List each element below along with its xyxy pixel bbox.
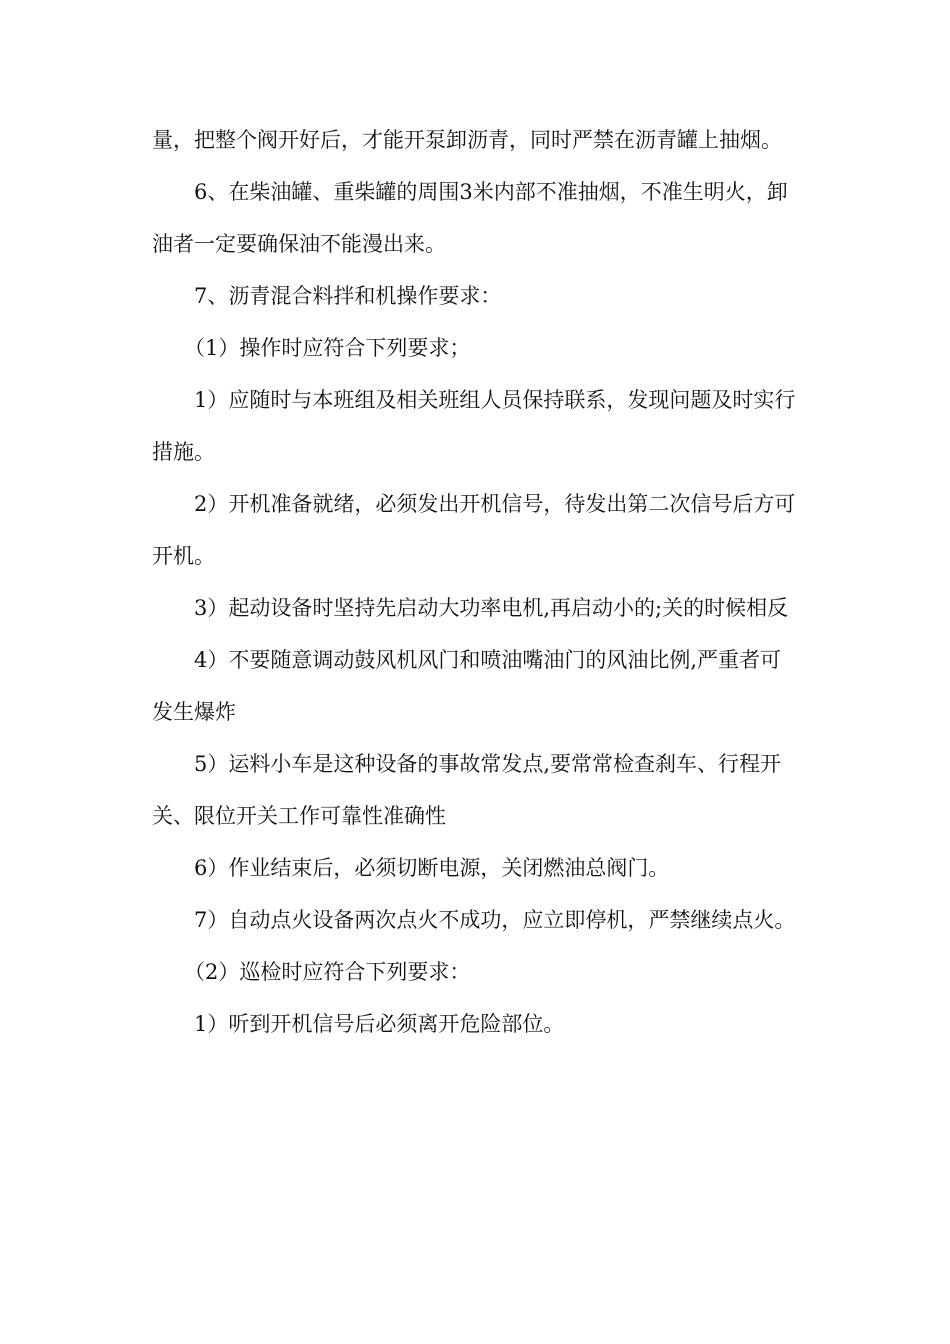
document-body	[152, 114, 802, 1050]
paragraph-subitem-7: 7）自动点火设备两次点火不成功，应立即停机，严禁继续点火。	[194, 908, 796, 932]
paragraph-item-7-heading: 7、沥青混合料拌和机操作要求：	[194, 284, 502, 308]
paragraph-subitem-3: 3）起动设备时坚持先启动大功率电机,再启动小的;关的时候相反	[194, 596, 789, 620]
paragraph-item-6: 6、在柴油罐、重柴罐的周围3米内部不准抽烟，不准生明火，卸油者一定要确保油不能漫出来。	[152, 180, 788, 256]
paragraph-subitem-1: 1）应随时与本班组及相关班组人员保持联系，发现问题及时实行措施。	[152, 388, 796, 464]
paragraph-subsection-1-heading: （1）操作时应符合下列要求；	[184, 336, 471, 360]
paragraph-continuation: 量，把整个阀开好后，才能开泵卸沥青，同时严禁在沥青罐上抽烟。	[152, 128, 782, 152]
paragraph-subitem-6: 6）作业结束后，必须切断电源，关闭燃油总阀门。	[194, 856, 670, 880]
paragraph-subsection-2-heading: （2）巡检时应符合下列要求：	[184, 960, 471, 984]
paragraph-subitem-5: 5）运料小车是这种设备的事故常发点,要常常检查刹车、行程开关、限位开关工作可靠性准确性	[152, 752, 782, 828]
paragraph-subitem-4: 4）不要随意调动鼓风机风门和喷油嘴油门的风油比例,严重者可发生爆炸	[152, 648, 782, 724]
paragraph-subitem-2: 2）开机准备就绪，必须发出开机信号，待发出第二次信号后方可开机。	[152, 492, 796, 568]
paragraph-subsection-2-item-1: 1）听到开机信号后必须离开危险部位。	[194, 1012, 565, 1036]
